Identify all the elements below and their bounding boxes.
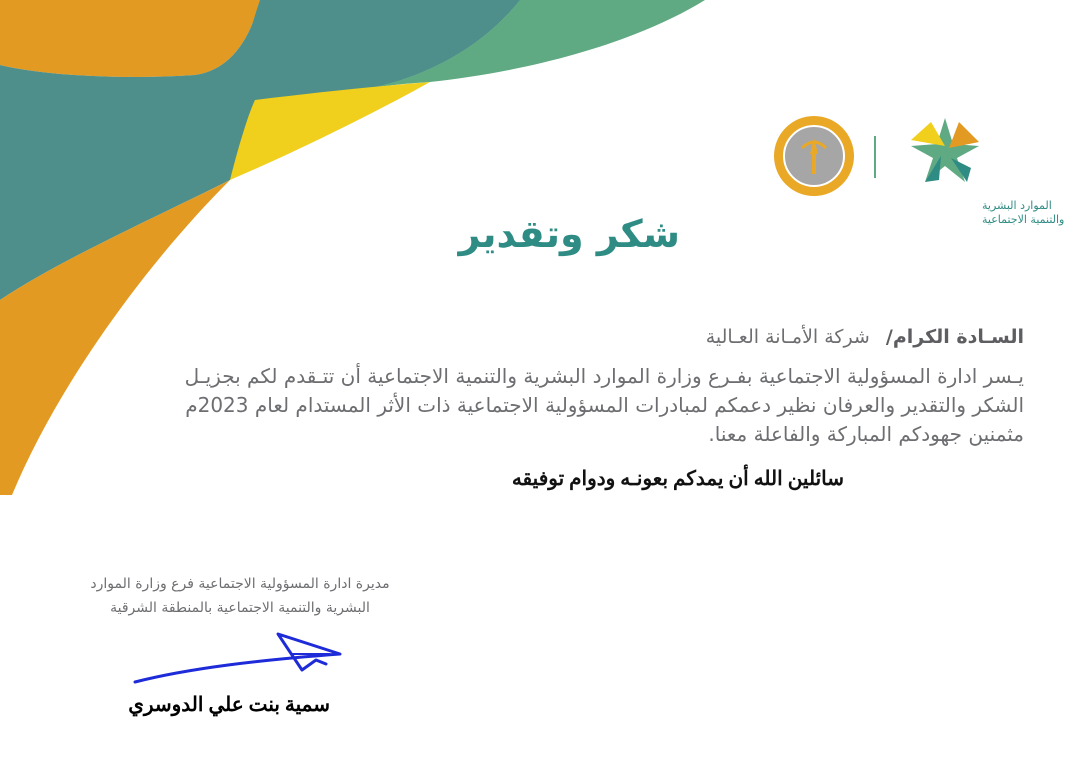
signatory-name: سمية بنت علي الدوسري (128, 694, 330, 716)
prayer-line: سائلين الله أن يمدكم بعونـه ودوام توفيقه (511, 468, 844, 490)
recipient-name: شركة الأمـانة العـالية (705, 326, 870, 348)
handwritten-signature (130, 628, 350, 688)
salutation (706, 326, 1024, 348)
ministry-text-line1: الموارد البشرية (982, 199, 1052, 212)
association-emblem-icon (774, 116, 854, 196)
ministry-text-line2: والتنمية الاجتماعية (982, 213, 1065, 226)
body-line-1: يـسر ادارة المسؤولية الاجتماعية بفـرع وزارة الموارد البشرية والتنمية الاجتماعية أن تتـقدم لكم بجزيـل (184, 364, 1024, 388)
signatory-title-line1: مديرة ادارة المسؤولية الاجتماعية فرع وزارة الموارد (90, 576, 390, 592)
body-line-3: مثمنين جهودكم المباركة والفاعلة معنا. (708, 422, 1024, 446)
body-line-2: الشكر والتقدير والعرفان نظير دعمكم لمبادرات المسؤولية الاجتماعية ذات الأثر المستدام لعام 2023م (185, 393, 1024, 417)
body-text (84, 362, 1024, 449)
salutation-label: السـادة الكرام/ (885, 326, 1024, 348)
logos-header (770, 110, 1065, 230)
signatory-title (70, 572, 410, 620)
signatory-title-line2: البشرية والتنمية الاجتماعية بالمنطقة الشرقية (110, 600, 370, 616)
ministry-star-icon (911, 118, 979, 182)
logo-divider (874, 136, 876, 178)
certificate-title: شكر وتقدير (458, 212, 680, 256)
